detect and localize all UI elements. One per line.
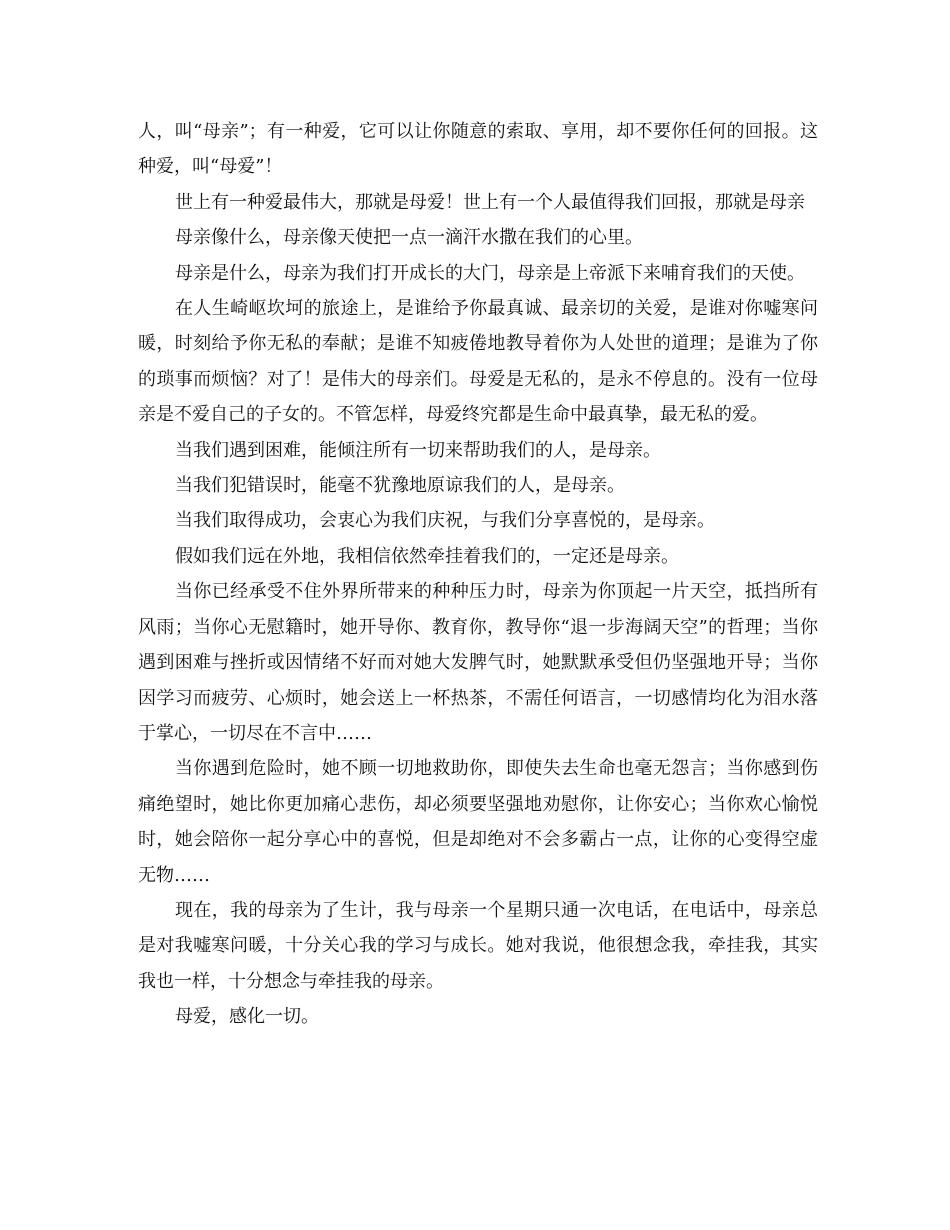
paragraph-2: 世上有一种爱最伟大，那就是母爱！世上有一个人最值得我们回报，那就是母亲 [175, 191, 805, 213]
paragraph-7: 当我们犯错误时，能毫不犹豫地原谅我们的人，是母亲。 [175, 475, 625, 497]
paragraph-4: 母亲是什么，母亲为我们打开成长的大门，母亲是上帝派下来哺育我们的天使。 [175, 262, 805, 284]
paragraph-1: 人，叫“母亲”；有一种爱，它可以让你随意的索取、享用，却不要你任何的回报。这种爱，叫“母爱”！ [138, 121, 818, 178]
paragraph-6: 当我们遇到困难，能倾注所有一切来帮助我们的人，是母亲。 [175, 439, 661, 461]
document-body [138, 114, 818, 1035]
paragraph-13: 母爱，感化一切。 [175, 1006, 319, 1028]
paragraph-11: 当你遇到危险时，她不顾一切地救助你，即使失去生命也毫无怨言；当你感到伤痛绝望时，她比你更加痛心悲伤，却必须要坚强地劝慰你，让你安心；当你欢心愉悦时，她会陪你一起分享心中的喜悦，但是却绝对不会多霸占一点，让你的心变得空虚无物…… [138, 758, 818, 886]
paragraph-8: 当我们取得成功，会衷心为我们庆祝，与我们分享喜悦的，是母亲。 [175, 510, 715, 532]
paragraph-3: 母亲像什么，母亲像天使把一点一滴汗水撒在我们的心里。 [175, 227, 643, 249]
paragraph-9: 假如我们远在外地，我相信依然牵挂着我们的，一定还是母亲。 [175, 545, 679, 567]
paragraph-12: 现在，我的母亲为了生计，我与母亲一个星期只通一次电话，在电话中，母亲总是对我嘘寒问暖，十分关心我的学习与成长。她对我说，他很想念我，牵挂我，其实我也一样，十分想念与牵挂我的母亲。 [138, 899, 818, 992]
paragraph-10: 当你已经承受不住外界所带来的种种压力时，母亲为你顶起一片天空，抵挡所有风雨；当你心无慰籍时，她开导你、教育你，教导你“退一步海阔天空”的哲理；当你遇到困难与挫折或因情绪不好而对她大发脾气时，她默默承受但仍坚强地开导；当你因学习而疲劳、心烦时，她会送上一杯热茶，不需任何语言，一切感情均化为泪水落于掌心，一切尽在不言中…… [138, 581, 818, 744]
paragraph-5: 在人生崎岖坎坷的旅途上，是谁给予你最真诚、最亲切的关爱，是谁对你嘘寒问暖，时刻给予你无私的奉献；是谁不知疲倦地教导着你为人处世的道理；是谁为了你的琐事而烦恼？对了！是伟大的母亲们。母爱是无私的，是永不停息的。没有一位母亲是不爱自己的子女的。不管怎样，母爱终究都是生命中最真挚，最无私的爱。 [138, 298, 818, 426]
